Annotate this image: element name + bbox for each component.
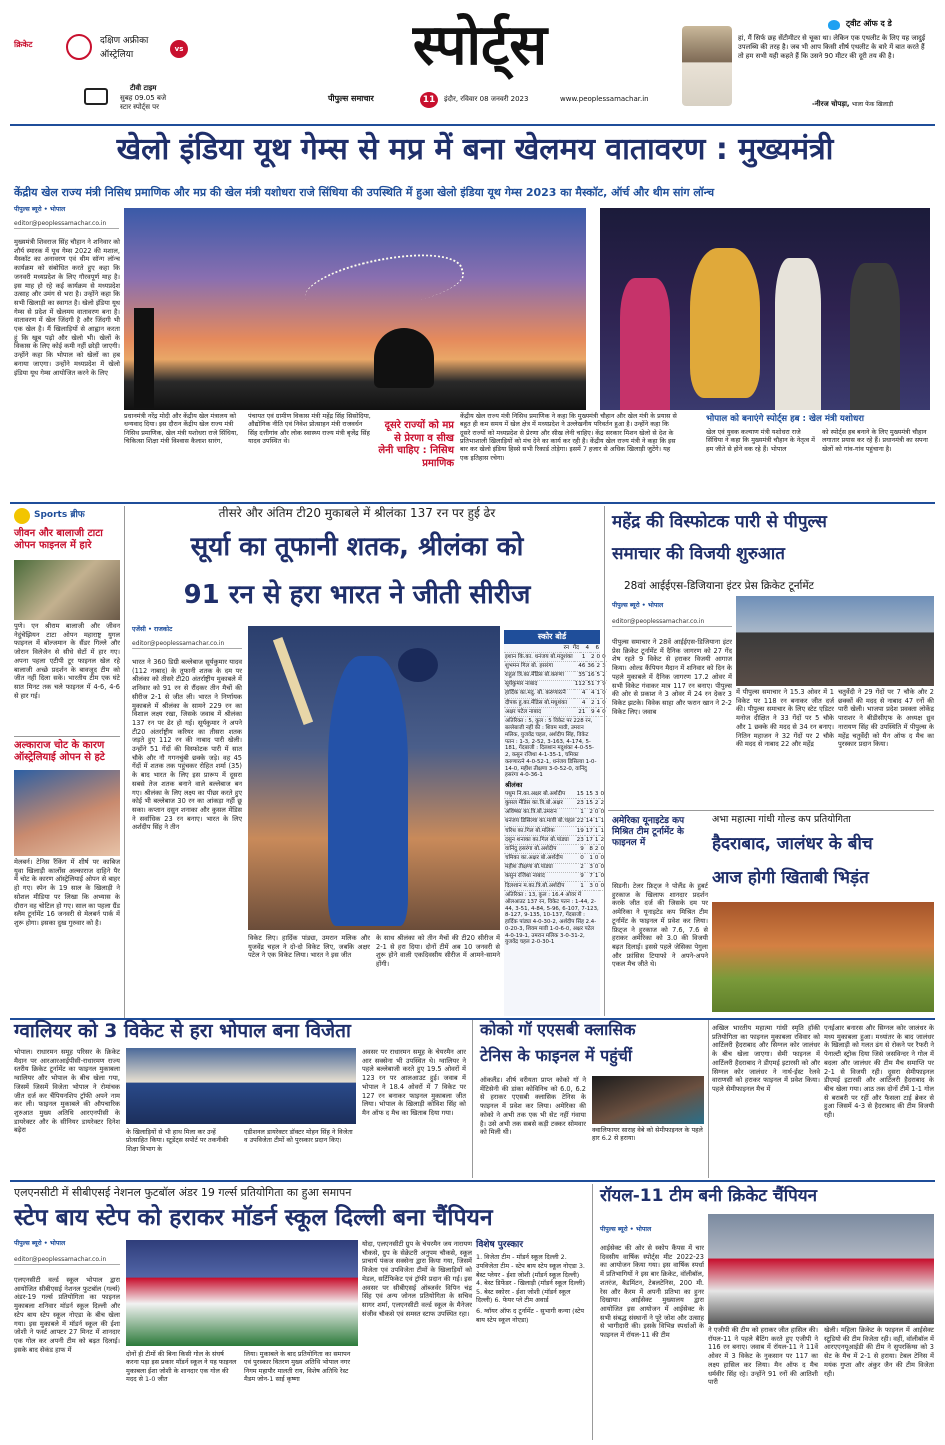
player-cell: हार्दिक का.मदु. बो. करुणारत्ने <box>504 689 574 698</box>
tv-time: सुबह 09.05 बजे <box>120 94 167 102</box>
scorecard-header <box>504 644 600 653</box>
royal11-headline: रॉयल-11 टीम बनी क्रिकेट चैंपियन <box>600 1186 818 1206</box>
table-row <box>504 799 605 808</box>
lead-pullquote: दूसरे राज्यों को मप्र से प्रेरणा व सीख लेनी चाहिए : निसिथ प्रमाणिक <box>378 420 454 469</box>
stat-cell: 0 <box>599 872 605 881</box>
masthead-strip <box>328 92 649 108</box>
stat-cell: 0 <box>576 854 585 863</box>
bat <box>273 637 313 725</box>
usa-body: सिडनी। टेलर फ्रिट्ज ने पोलैंड के हुबर्ट हुरकाज के खिलाफ शानदार प्रदर्शन करके जीत दर्ज की जिसके दम पर अमेरिका ने यूनाइटेड कप मिश्रित टीम टूर्नामेंट के फाइनल में प्रवेश कर लिया। फ्रिट्ज ने हुरकाज को 7.6, 7.6 से हराकर अमेरिका को 3.0 की विजयी बढ़त दिलाई। इससे पहले जेसिका पेगुला और फ्रांसिस टियाफो ने अपने-अपने एकल मैच जीते थे। <box>612 882 708 969</box>
sl-batting-table <box>504 790 605 891</box>
stat-cell: 0 <box>599 808 605 817</box>
table-row <box>504 826 605 835</box>
royal11-body3: खेली। महिला क्रिकेट के फाइनल में आईसेक्ट स्टूडियो की टीम विजेता रही। वहीं, वॉलीबॉल में आरएएनयूआईडी की टीम ने सुपरकिंग्स को 3 सेट के मैच में 2-1 से हराया। टेबल टेनिस में मयंक गुप्ता और अंकुर जैन की टीम विजेता रही। <box>824 1326 934 1378</box>
stat-cell: 23 <box>576 799 585 808</box>
rule-lead-bottom <box>10 502 935 504</box>
stat-cell: 1 <box>596 699 602 708</box>
stat-cell: 1 <box>599 817 605 826</box>
sl-label: श्रीलंका <box>505 781 523 790</box>
hdr-balls: गेंद <box>570 644 580 653</box>
stat-cell: 19 <box>576 826 585 835</box>
awards-title: विशेष पुरस्कार <box>476 1240 524 1250</box>
sl-extras: अतिरिक्त : 13, कुल : 16.4 ओवर में ऑलआउट 137 रन, विकेट पतन : 1-44, 2-44, 3-51, 4-84, 5-96, 6-107, 7-123, 8-127, 9-135, 10-137, गेंदबाजी : हार्दिक पांड्या 4-0-30-2, अर्शदीप सिंह 2.4-0-20-3, शिवम मावी 1-0-6-0, अक्षर पटेल 4-0-19-1, उमरान मलिक 3-0-31-2, युजवेंद्र चहल 2-0-30-1 <box>505 892 599 946</box>
player-cell: महीश तीक्षणा बो.पांड्या <box>504 863 576 872</box>
website: www.peoplessamachar.in <box>560 95 649 103</box>
player-cell: अक्षर पटेल नाबाद <box>504 708 574 717</box>
stat-cell: 9 <box>586 708 595 717</box>
peoples-headline1: महेंद्र की विस्फोटक पारी से पीपुल्स <box>612 512 827 532</box>
stat-cell: 0 <box>599 845 605 854</box>
gwalior-caption: एडीशनल डायरेक्टर डॉक्टर मोहन सिंह ने विजेता व उपविजेता टीमों को पुरस्कार प्रदान किए। <box>244 1128 353 1145</box>
page-title: स्पोर्ट्स <box>412 13 548 78</box>
tv-channel: स्टार स्पोर्ट्स पर <box>120 103 159 111</box>
tweet-author <box>812 100 893 109</box>
player-cell: दिलशान म.का.त्रि.बो.अर्शदीप <box>504 881 576 890</box>
batsman-figure <box>328 656 408 926</box>
dignitary-mid <box>775 258 821 410</box>
stat-cell: 1 <box>576 808 585 817</box>
tennis-headline2: टेनिस के फाइनल में पहुंचीं <box>480 1046 632 1065</box>
table-row <box>504 881 605 890</box>
table-row <box>504 671 607 680</box>
tennis-divider <box>708 1020 709 1178</box>
stat-cell: 1 <box>594 872 600 881</box>
scorecard-title: स्कोर बोर्ड <box>504 630 600 644</box>
player-cell: इशान कि.का. धनंजय बो.मदुशंका <box>504 653 574 662</box>
player-cell: चरिथ का.गिल बो.मलिक <box>504 826 576 835</box>
stat-cell: 15 <box>576 790 585 799</box>
stat-cell: 1 <box>585 854 594 863</box>
hockey-headline2: आज होगी खिताबी भिड़ंत <box>712 868 869 888</box>
hdr-sixes: 6 <box>590 644 600 653</box>
royal11-byline: पीपुल्स ब्यूरो • भोपाल <box>600 1226 652 1233</box>
team1: दक्षिण अफ्रीका <box>100 36 149 46</box>
football-team-photo <box>126 1240 358 1346</box>
lead-byline: पीपुल्स ब्यूरो • भोपाल <box>14 206 66 213</box>
table-row <box>504 808 605 817</box>
player-cell: अविष्का का.त्रि.बो.उमरान <box>504 808 576 817</box>
peoples-kicker: 28वां आईईएस-डिजियाना इंटर प्रेस क्रिकेट टूर्नामेंट <box>624 580 814 592</box>
table-row <box>504 836 605 845</box>
lead-side-title: भोपाल को बनाएंगे स्पोर्ट्स हब : खेल मंत्री यशोधरा <box>706 414 864 424</box>
peoples-email: editor@peoplessamachar.co.in <box>612 618 732 627</box>
rule-hockey-top <box>608 810 934 811</box>
lead-caption2: पंचायत एवं ग्रामीण विकास मंत्री महेंद्र सिंह सिसोदिया, औद्योगिक नीति एवं निवेश प्रोत्साहन मंत्री राजवर्धन सिंह दत्तीगांव और लोक स्वास्थ्य राज्य मंत्री बृजेंद्र सिंह यादव उपस्थित थे। <box>248 412 371 445</box>
lead-side-text1: खेल एवं युवक कल्याण मंत्री यशोधरा राजे सिंधिया ने कहा कि मुख्यमंत्री चौहान के नेतृत्व में हम जीते से होने वक रहे हैं। भोपाल <box>706 428 815 453</box>
sports-s-icon <box>14 508 30 524</box>
brief-divider <box>14 736 120 737</box>
india-extras: अतिरिक्त : 5, कुल : 5 विकेट पर 228 रन, बल्लेबाजी नहीं की : शिवम मावी, उमरान मलिक, युजवेंद्र चहल, अर्शदीप सिंह, विकेट पतन : 1-3, 2-52, 3-163, 4-174, 5-181, गेंदबाजी : दिलशान मदुशंका 4-0-55-2, कसुन रजिथा 4-1-35-1, चमिका करुणारत्ने 4-0-52-1, धनंजय डिसिल्वा 1-0-14-0, महीश तीक्षणा 3-0-52-0, वानिंदु हसरंगा 4-0-36-1 <box>505 718 597 779</box>
stat-cell: 7 <box>585 872 594 881</box>
masthead-rule <box>10 124 935 126</box>
tweet-label: ट्वीट ऑफ द डे <box>846 19 892 28</box>
player-cell: वानिंदु हसरंगा बो.अर्शदीप <box>504 845 576 854</box>
match-box <box>14 22 194 122</box>
rule-bottom-top <box>10 1180 935 1182</box>
stat-cell: 4 <box>574 699 587 708</box>
cricket-body3: के साथ श्रीलंका को तीन मैचों की टी20 सीरीज में 2-1 से हरा दिया। दोनों टीमें अब 10 जनवरी से शुरू होने वाली एकदिवसीय सीरीज में आमने-सामने होंगी। <box>376 934 500 969</box>
stat-cell: 2 <box>594 845 600 854</box>
football-email: editor@peoplessamachar.co.in <box>14 1256 120 1265</box>
cricket-headline1: सूर्या का तूफानी शतक, श्रीलंका को <box>190 532 524 562</box>
hdr-fours: 4 <box>580 644 590 653</box>
tennis-body1: ऑकलैंड। शीर्ष वरीयता प्राप्त कोको गॉ ने मेंटिसेनी की डांका कोविनिच को 6.0, 6.2 से हराकर एएसबी क्लासिक टेनिस के फाइनल में प्रवेश कर लिया। अमेरिका की कोको ने अभी तक एक भी सेट नहीं गंवाया है। उसे अभी तक सबसे कड़ी टक्कर सोमवार को मिली थी। <box>480 1076 586 1137</box>
brief1-text: पुणे। एन श्रीराम बालाजी और जीवन नेदुंचेझियन टाटा ओपन महाराष्ट्र युगल फाइनल में बोल्जमान के सैंडर गिल्ले और जोरान विलेजेन से सीधे सेटों में हार गए। अपना पहला एटीपी टूर फाइनल खेल रहे बालाजी अच्छे प्रदर्शन के बावजूद टीम को जीत नहीं दिला सके। भारतीय टीम एक घंटे सात मिनट तक चले फाइनल में 4-6, 4-6 से हार गई। <box>14 622 120 700</box>
gwalior-body2: अवसर पर राधारमन समूह के चेयरमैन आर आर सक्सेना भी उपस्थित थे। ग्वालियर ने पहले बल्लेबाजी करते हुए 19.5 ओवरों में 123 रन पर आलआउट हुई। जवाब में भोपाल ने 18.4 ओवरों में 7 विकेट पर 127 रन बनाकर फाइनल मुकाबला जीत लिया। भोपाल के खिलाड़ी कोविश सिंह को मैन ऑफ द मैच का खिताब दिया गया। <box>362 1048 466 1117</box>
stat-cell: 2 <box>586 699 595 708</box>
tweet-author-name: -नीरज चोपड़ा, <box>812 100 850 108</box>
table-row <box>504 653 607 662</box>
stat-cell: 0 <box>599 854 605 863</box>
cricket-headline2: 91 रन से हरा भारत ने जीती सीरीज <box>183 580 531 610</box>
stat-cell: 21 <box>574 708 587 717</box>
lead-body: मुख्यमंत्री शिवराज सिंह चौहान ने शनिवार को शौर्य स्मारक में यूथ गेम्स 2022 की मशाल, मैस्कॉट का अनावरण एवं थीम सॉन्ग लॉन्च कार्यक्रम को संबोधित करते हुए कहा कि जनवरी मध्यप्रदेश के लिए गौरवपूर्ण माह है। इस माह हो रहे कई कार्यक्रम से मध्यप्रदेश उत्साह और उमंग से भरा है। उन्होंने कहा कि सभी खिलाड़ी का स्वागत है। खेलो इंडिया यूथ गेम्स से प्रदेश में खेलमय वातावरण बना है। वातावरण में खेल जिंदगी है और जिंदगी भी एक खेल है। मैं खिलाड़ियों से आह्वान करता हूं कि खूब पढ़ो और खेलो भी। खेलों के विकास के लिए कोई कमी नहीं छोड़ी जाएगी। उन्होंने कहा कि भोपाल को खेलों का हब बनाया जाएगा। उन्होंने मध्यप्रदेश में खेलो इंडिया यूथ गेम्स आयोजित करने के लिए <box>14 238 120 377</box>
player-cell: धनंजय डिसिल्वा का.मावी बो.चहल <box>504 817 576 826</box>
table-row <box>504 689 607 698</box>
football-byline: पीपुल्स ब्यूरो • भोपाल <box>14 1240 66 1247</box>
hockey-photo <box>712 902 934 1012</box>
football-kicker: एलएनसीटी में सीबीएसई नेशनल फुटबॉल अंडर 19 गर्ल्स प्रतियोगिता का हुआ समापन <box>14 1186 352 1199</box>
stat-cell: 15 <box>585 799 594 808</box>
cricket-email: editor@peoplessamachar.co.in <box>132 640 242 649</box>
tree-silhouette <box>374 328 434 388</box>
mascot <box>690 248 760 398</box>
india-batting-table <box>504 653 607 717</box>
royal11-team-photo <box>708 1214 934 1324</box>
player-cell: चमिका का.अक्षर बो.अर्शदीप <box>504 854 576 863</box>
stat-cell: 0 <box>599 881 605 890</box>
twitter-icon <box>828 20 840 30</box>
stat-cell: 1 <box>574 653 587 662</box>
lead-caption1: प्रधानमंत्री नरेंद्र मोदी और केंद्रीय खेल मंत्रालय को धन्यवाद दिया। इस दौरान केंद्रीय खेल राज्य मंत्री निसिथ प्रमाणिक, खेल मंत्री यशोधरा राजे सिंधिया, चिकित्सा शिक्षा मंत्री विश्वास कैलाश सारंग, <box>124 412 239 445</box>
awards-list: 1. विजेता टीम - मॉडर्न स्कूल दिल्ली 2. उपविजेता टीम - स्टेप बाय स्टेप स्कूल नोएडा 3. बेस्ट प्लेयर - ईशा जोशी (मॉडर्न स्कूल दिल्ली) 4. बेस्ट डिफेंडर - खिलाड़ी (मॉडर्न स्कूल दिल्ली) 5. बेस्ट स्कोरर - ईशा जोशी (मॉडर्न स्कूल दिल्ली) 6. फेयर प्ले टीम अवार्ड <box>476 1253 586 1305</box>
royal11-body2: ने एजीपी की टीम को हराकर जीत हासिल की। रॉयल-11 ने पहले बैटिंग करते हुए एजीपी ने 116 रन बनाए। जवाब में रॉयल-11 ने 11वें ओवर में 3 विकेट के नुकसान पर 117 का लक्ष्य हासिल कर लिया। मैन ऑफ द मैच धर्मवीर सिंह रहे। उन्होंने 91 रनों की आतिशी पारी <box>708 1326 818 1387</box>
cricket-right-divider <box>604 506 605 1016</box>
page-number: 11 <box>420 92 438 108</box>
tweet-text: हां, मैं सिर्फ छह सेंटीमीटर से चूका था। लेकिन एक एथलीट के लिए यह जादुई उपलब्धि की तरह है। जब भी आप किसी शीर्ष एथलीट के बारे में बात करते हैं तो हम सभी यही कहते हैं कि उसने 90 मीटर की दूरी तय की है। <box>738 34 926 60</box>
football-headline: स्टेप बाय स्टेप को हराकर मॉडर्न स्कूल दिल्ली बना चैंपियन <box>14 1205 493 1231</box>
tennis-headline1: कोको गॉ एएसबी क्लासिक <box>480 1020 636 1039</box>
football-body1: एलएनसीटी वर्ल्ड स्कूल भोपाल द्वारा आयोजित सीबीएसई नेशनल फुटबॉल (गर्ल्स) अंडर-19 गर्ल्स प्रतियोगिता का फाइनल मुकाबला शनिवार मॉडर्न स्कूल दिल्ली और स्टेप बाय स्टेप स्कूल नोएडा के बीच खेला गया। इस मुकाबले में मॉडर्न स्कूल की ईशा जोशी ने फर्स्ट आफ्टर 27 मिनट में शानदार एक गोल कर अपनी टीम को बढ़त दिलाई। इसके बाद सेकंड हाफ में <box>14 1276 120 1354</box>
peoples-body2: में पीपुल्स समाचार ने 15.3 ओवर में 1 विकेट पर 118 रन बनाकर जीत दर्ज की। पीपुल्स समाचार के लिए स्टेट एडिटर मनोज दीक्षित ने 33 गेंदों पर 5 चौके और 1 छक्के की मदद से 34 रन बनाए। नितिन महाजन ने 32 गेंदों पर 2 चौके की मदद से नाबाद 22 और महेंद्र <box>736 688 834 749</box>
cricket-kicker: तीसरे और अंतिम टी20 मुकाबले में श्रीलंका 137 रन पर हुई ढेर <box>218 506 496 520</box>
stat-cell: 22 <box>576 817 585 826</box>
table-row <box>504 817 605 826</box>
stat-cell: 0 <box>596 653 602 662</box>
scorecard <box>504 630 605 1016</box>
stat-cell: 2 <box>586 653 595 662</box>
stat-cell: 1 <box>594 826 600 835</box>
lead-subhead: केंद्रीय खेल राज्य मंत्री निसिथ प्रमाणिक और मप्र की खेल मंत्री यशोधरा राजे सिंधिया की उपस्थिति में हुआ खेलो इंडिया यूथ गेम्स 2023 का मैस्कॉट, ऑर्च और थीम सांग लॉन्च <box>14 186 715 199</box>
stat-cell: 16 <box>586 671 595 680</box>
cricket-body2: विकेट लिए। हार्दिक पांड्या, उमरान मलिक और युजवेंद्र चहल ने दो-दो विकेट लिए, जबकि अक्षर पटेल ने एक विकेट लिया। भारत ने इस जीत <box>248 934 370 960</box>
usa-headline: अमेरिका यूनाइटेड कप मिश्रित टीम टूर्नामेंट के फाइनल में <box>612 816 685 848</box>
lead-email: editor@peoplessamachar.co.in <box>14 220 119 229</box>
player-cell: कुसल मेंडिस का.त्रि.बो.अक्षर <box>504 799 576 808</box>
stat-cell: 2 <box>576 863 585 872</box>
table-row <box>504 699 607 708</box>
stat-cell: 8 <box>585 845 594 854</box>
brief2-photo <box>14 770 120 856</box>
author-photo <box>682 26 732 106</box>
stat-cell: 112 <box>574 680 587 689</box>
stat-cell: 36 <box>586 662 595 671</box>
stat-cell: 9 <box>576 845 585 854</box>
briefs-label <box>14 508 114 524</box>
table-row <box>504 790 605 799</box>
briefs-label-text: Sports ब्रीफ <box>34 510 85 520</box>
lead-headline: खेलो इंडिया यूथ गेम्स से मप्र में बना खेलमय वातावरण : मुख्यमंत्री <box>116 132 834 167</box>
brand-name: पीपुल्स समाचार <box>328 94 374 103</box>
briefs-divider <box>124 506 125 1018</box>
gwalior-divider <box>472 1020 473 1178</box>
gwalior-headline: ग्वालियर को 3 विकेट से हरा भोपाल बना विजेता <box>14 1020 351 1042</box>
lead-side-text2: को स्पोर्ट्स हब बनाने के लिए मुख्यमंत्री चौहान लगातार प्रयास कर रहे हैं। प्रधानमंत्री का सपना खेलों को गांव-गांव पहुंचाना है। <box>822 428 928 453</box>
cricket-icon <box>66 34 92 60</box>
dateline: इंदौर, रविवार 08 जनवरी 2023 <box>444 95 529 103</box>
stat-cell: 4 <box>586 689 595 698</box>
player-cell: शुभमन गिल बो. हसरंगा <box>504 662 574 671</box>
stat-cell: 23 <box>576 836 585 845</box>
stat-cell: 7 <box>596 680 602 689</box>
gwalior-team-photo <box>126 1048 356 1124</box>
hockey-kicker: अभा महात्मा गांधी गोल्ड कप प्रतियोगिता <box>712 814 851 825</box>
cricket-body1: भारत ने 360 डिग्री बल्लेबाज सूर्यकुमार यादव (112 नाबाद) के तूफानी शतक के दम पर श्रीलंका को तीसरे टी20 अंतर्राष्ट्रीय मुकाबले में शनिवार को 91 रन से रौंदकर तीन मैचों की सीरीज 2-1 से जीत ली। भारत ने निर्णायक मुकाबले में श्रीलंका के सामने 229 रन का विशाल लक्ष्य रखा, जिसके जवाब में श्रीलंका 137 रन पर ढेर हो गई। सूर्यकुमार ने अपने टी20 अंतर्राष्ट्रीय करियर का तीसरा शतक जड़ते हुए 112 रन की नाबाद पारी खेली। उन्होंने 51 गेंदों की विस्फोटक पारी में सात चौके और नौ गगनचुंबी छक्के जड़े। वह 45 गेंदों में शतक तक पहुंचकर रोहित शर्मा (35) के बाद भारत के लिए इस प्रारूप में दूसरा सबसे तेज शतक बनाने वाले बल्लेबाज बन गए। श्रीलंका के लिए लक्ष्य का पीछा करते हुए कोई भी बल्लेबाज 30 रन का आंकड़ा नहीं छू सका। कप्तान दसुन शनाका और कुसल मेंडिस ने सर्वाधिक 23 रन बनाए। भारत के लिए अर्शदीप सिंह ने तीन <box>132 658 242 832</box>
stat-cell: 9 <box>576 872 585 881</box>
brief1-title: जीवन और बालाजी टाटा ओपन फाइनल में हारे <box>14 528 103 551</box>
stat-cell: 3 <box>585 881 594 890</box>
player-cell: राहुल त्रि.का.मेंडिस बो.करुणा <box>504 671 574 680</box>
stat-cell: 1 <box>596 689 602 698</box>
vs-badge: vs <box>170 40 188 58</box>
coco-gauff-photo <box>592 1076 704 1124</box>
gwalior-body1: भोपाल। राधारमन समूह परिसर के क्रिकेट मैदान पर आरआरआईपीसी-राधारमण राज्य स्तरीय क्रिकेट टूर्नामेंट का फाइनल मुकाबला ग्वालियर और भोपाल के बीच खेला गया, जिसमें जिसमें विजेता भोपाल ने रोमांचक जीत दर्ज कर चैंपियनशिप ट्रॉफी अपने नाम कर ली। फाइनल मुकाबले की औपचारिक शुरुआत मुख्य अतिथि आरएनपीसी के डायरेक्टर और के सीनियर डायरेक्टर दिनेश बढ़ेरा <box>14 1048 120 1135</box>
stat-cell: 0 <box>599 863 605 872</box>
gwalior-caption-mid: के खिलाड़ियों से भी हाथ मिला कर उन्हें प्रोत्साहित किया। स्टूडेंट्स सपोर्ट पर तकनीकी शिक्षा विभाग के <box>126 1128 229 1153</box>
table-row <box>504 854 605 863</box>
cricket-byline: एजेंसी • राजकोट <box>132 626 173 633</box>
special-awards-box <box>476 1240 586 1436</box>
football-body2: योदा, एलएनसीटी ग्रुप के चेयरमैन जय नारायण चौकसे, ग्रुप के सेक्रेटरी अनुपम चौकसे, स्कूल प्राचार्य पंकज सक्सेना द्वारा किया गया, जिसमें विजेता एवं उपविजेता टीमों के खिलाड़ियों को मेडल, सर्टिफिकेट एवं ट्रॉफी प्रदान की गई। इस अवसर पर सीबीएसई ऑब्जर्वर विपिन चंद्र सिंह एवं अन्य जोनल प्रतियोगिता के सचिव सागर शर्मा, एलएनसीटी वर्ल्ड स्कूल के मैनेजर संजीव चौकसे एवं समस्त स्टाफ उपस्थित रहा। <box>362 1240 472 1318</box>
stat-cell: 14 <box>585 817 594 826</box>
stat-cell: 0 <box>594 808 600 817</box>
team2: ऑस्ट्रेलिया <box>100 50 134 60</box>
player-cell: दीपक हु.का.मेंडिस बो.मधुशंका <box>504 699 574 708</box>
table-row <box>504 845 605 854</box>
stat-cell: 1 <box>594 836 600 845</box>
peoples-body3: चतुर्वेदी ने 29 गेंदों पर 7 चौके और 2 छक्कों की मदद से नाबाद 47 रनों की पारी खेली। भाजपा प्रदेश प्रवक्ता लोकेंद्र पाराशर ने बीडीसीएफ के अध्यक्ष ध्रुव नारायण सिंह की उपस्थिति में पीपुल्स के महेंद्र चतुर्वेदी को मैन ऑफ द मैच का पुरस्कार प्रदान किया। <box>838 688 934 749</box>
suryakumar-photo <box>248 626 500 930</box>
player-cell: कसुन रजिथा नाबाद <box>504 872 576 881</box>
table-row <box>504 863 605 872</box>
mascot-launch-photo <box>600 208 930 410</box>
stat-cell: 0 <box>594 854 600 863</box>
tweet-author-role: भाला फेंक खिलाड़ी <box>851 101 894 108</box>
dignitary-right <box>850 263 900 410</box>
table-row <box>504 662 607 671</box>
table-row <box>504 708 607 717</box>
stat-cell: 0 <box>594 863 600 872</box>
brief2-text: मेलबर्न। टेनिस रैंकिंग में शीर्ष पर काबिज युवा खिलाड़ी कार्लोस अल्काराज दाहिने पैर में चोट के कारण ऑस्ट्रेलियाई ओपन से बाहर हो गए। स्पेन के 19 साल के खिलाड़ी ने सोशल मीडिया पर लिखा कि अभ्यास के दौरान वह चोटिल हो गए। साल का पहला ग्रैंड स्लैम टूर्नामेंट 16 जनवरी से मेलबर्न पार्क में शुरू होगा। इसका दुख गुरुवार को है। <box>14 858 120 927</box>
tweet-of-the-day <box>682 18 932 118</box>
tv-icon <box>84 88 108 105</box>
hockey-body2: एनईआर बनारस और सिग्नल कोर जालंधर के मध्य मुकाबला हुआ। मध्यांतर के बाद जालंधर के खिलाड़ी को गलत ढंग से रोकने पर रैफरी ने पेनाल्टी स्ट्रोक दिया जिसे जसविन्दर ने गोल में बदला और जालंधर की टीम मैच समाप्ति पर 2-1 से विजयी रही। दूसरा सेमीफाइनल डीएमई इटारसी और आर्टिलरी हैदराबाद के बीच खेला गया। आठ तक दोनों टीमें 1-1 गोल से बराबरी पर रहीं और फैसला टाई ब्रेकर से हुआ जिसमें 4-3 से हैदराबाद की टीम विजयी रही। <box>824 1024 934 1120</box>
stat-cell: 3 <box>594 790 600 799</box>
awards-list2: 6. ग्वॉयर ऑफ द टूर्नामेंट - सुभागी कन्या (स्टेप बाय स्टेप स्कूल नोएडा) <box>476 1307 585 1324</box>
stat-cell: 1 <box>594 817 600 826</box>
stat-cell: 0 <box>594 881 600 890</box>
stat-cell: 4 <box>596 708 602 717</box>
football-caption2: लिया। मुकाबले के बाद प्रतियोगिता का समापन एवं पुरस्कार वितरण मुख्य अतिथि भोपाल नगर निगम महापौर मालती राय, विशेष अतिथि रेस्ट मैडम जोन-1 साई कृष्णा <box>244 1350 351 1383</box>
drone-show-photo <box>124 208 586 410</box>
football-caption: दोनों ही टीमों की बिना किसी गोल के संघर्ष करना पड़ा इस प्रकार मॉडर्न स्कूल ने यह फाइनल मुकाबला ईशा जोशी के शानदार एक गोल की मदद से 1-0 जीत <box>126 1350 237 1383</box>
brief1-photo <box>14 560 120 620</box>
lead-caption3: केंद्रीय खेल राज्य मंत्री निसिथ प्रमाणिक ने कहा कि मुख्यमंत्री चौहान और खेल मंत्री के प्रयास से बहुत ही कम समय में खेल क्षेत्र में मध्यप्रदेश ने उल्लेखनीय परिवर्तन हुआ है। उन्होंने कहा कि दूसरे राज्यों को मध्यप्रदेश से प्रेरणा और सीख लेनी चाहिए। केंद्र सरकार मिशन खेलो से देश के प्रतिभाशाली खिलाड़ियों को मंच देने का कार्य कर रही है। केंद्रीय खेल राज्य मंत्री ने कहा कि इस बार कर खेलो इंडिया हिस्से सभी रिकार्ड तोड़ेगा। इसमें 7 हजार से अधिक खिलाड़ी जुटेंगे। यह एक इतिहास रचेगा। <box>460 412 677 462</box>
stat-cell: 35 <box>574 671 587 680</box>
usa-team-box <box>612 816 708 1016</box>
stat-cell: 51 <box>586 680 595 689</box>
stat-cell: 1 <box>576 881 585 890</box>
table-row <box>504 872 605 881</box>
football-divider <box>592 1184 593 1440</box>
stat-cell: 2 <box>596 662 602 671</box>
player-cell: सूर्यकुमार नाबाद <box>504 680 574 689</box>
stat-cell: 2 <box>599 799 605 808</box>
sport-label: क्रिकेट <box>14 40 33 49</box>
stat-cell: 2 <box>594 799 600 808</box>
hockey-headline1: हैदराबाद, जालंधर के बीच <box>712 834 873 854</box>
stat-cell: 17 <box>585 836 594 845</box>
dignitary-left <box>620 278 670 410</box>
drone-figure <box>300 239 467 326</box>
stat-cell: 3 <box>585 863 594 872</box>
stat-cell: 15 <box>585 790 594 799</box>
stat-cell: 4 <box>574 689 587 698</box>
stat-cell: 17 <box>585 826 594 835</box>
stat-cell: 2 <box>585 808 594 817</box>
hdr-player <box>504 644 560 653</box>
player-cell: पथुम नि.का.अक्षर बो.अर्शदीप <box>504 790 576 799</box>
player-cell: दसुन शनाका का.गिल बो.पांड्या <box>504 836 576 845</box>
hdr-runs: रन <box>560 644 570 653</box>
peoples-team-photo <box>736 596 934 686</box>
stat-cell: 0 <box>599 790 605 799</box>
tower-silhouette <box>134 308 154 408</box>
helmet <box>398 648 438 682</box>
brief2-title: अल्काराज चोट के कारण ऑस्ट्रेलियाई ओपन से हटे <box>14 740 105 763</box>
table-row <box>504 680 607 689</box>
stat-cell: 46 <box>574 662 587 671</box>
royal11-body1: आईसेक्ट की ओर से स्कोप कैंपस में चार दिवसीय वार्षिक स्पोर्ट्स मीट 2022-23 का आयोजन किया गया। इस वार्षिक स्पर्धा में प्रतिभागियों ने इस बार क्रिकेट, वॉलीबॉल, शतरंज, बैडमिंटन, टेबलटेनिस, 200 मी. रेस और कैरम में अपनी प्रतिभा का हुनर दिखाया। आईसेक्ट मुख्यालय द्वारा आयोजित इस आयोजन में आईसेक्ट के सभी संबद्ध संस्थानों ने पूरे जोश और उत्साह से भागीदारी की। इसके विभिन्न स्पर्धाओं के फाइनल में रॉयल-11 की टीम <box>600 1244 704 1340</box>
tennis-caption: क्वालिफायर साराह वेबे को सेमीफाइनल के पहले हार 6.2 से हराया। <box>592 1126 703 1143</box>
peoples-headline2: समाचार की विजयी शुरुआत <box>612 544 785 564</box>
hockey-body1: अखिल भारतीय महात्मा गांधी स्मृति हॉकी प्रतियोगिता का फाइनल मुकाबला रविवार को आर्टिलरी हैदराबाद और सिग्नल कोर जालंधर के बीच खेला जाएगा। सेमी फाइनल में आर्टिलरी हैदराबाद ने डीएमई इटारसी को और सिग्नल कोर जालंधर ने नार्थ-ईस्ट रेलवे वाराणसी को हराकर फाइनल में प्रवेश किया। पहले सेमीफाइनल मैच में <box>712 1024 820 1093</box>
stat-cell: 5 <box>596 671 602 680</box>
stat-cell: 1 <box>599 826 605 835</box>
peoples-byline: पीपुल्स ब्यूरो • भोपाल <box>612 602 664 609</box>
peoples-body: पीपुल्स समाचार ने 28वें आईईएस-डिजियाना इंटर प्रेस क्रिकेट टूर्नामेंट में दैनिक जागरण को 27 गेंद शेष रहते 9 विकेट से हराकर विजयी आगाज किया। ओल्ड कैंपियन मैदान में शनिवार को दिन के पहले मुकाबले में दैनिक जागरण 17.2 ओवर में सभी विकेट गंवाकर मात्र 117 रन बनाए। पीपुल्स की ओर से प्रकाश ने 3 ओवर में 24 रन देकर 3 विकेट झटके। विवेक साहा और फरान खान ने 2-2 विकेट लिए। जवाब <box>612 638 732 716</box>
stat-cell: 2 <box>599 836 605 845</box>
tv-time-label: टीवी टाइम <box>130 84 157 92</box>
